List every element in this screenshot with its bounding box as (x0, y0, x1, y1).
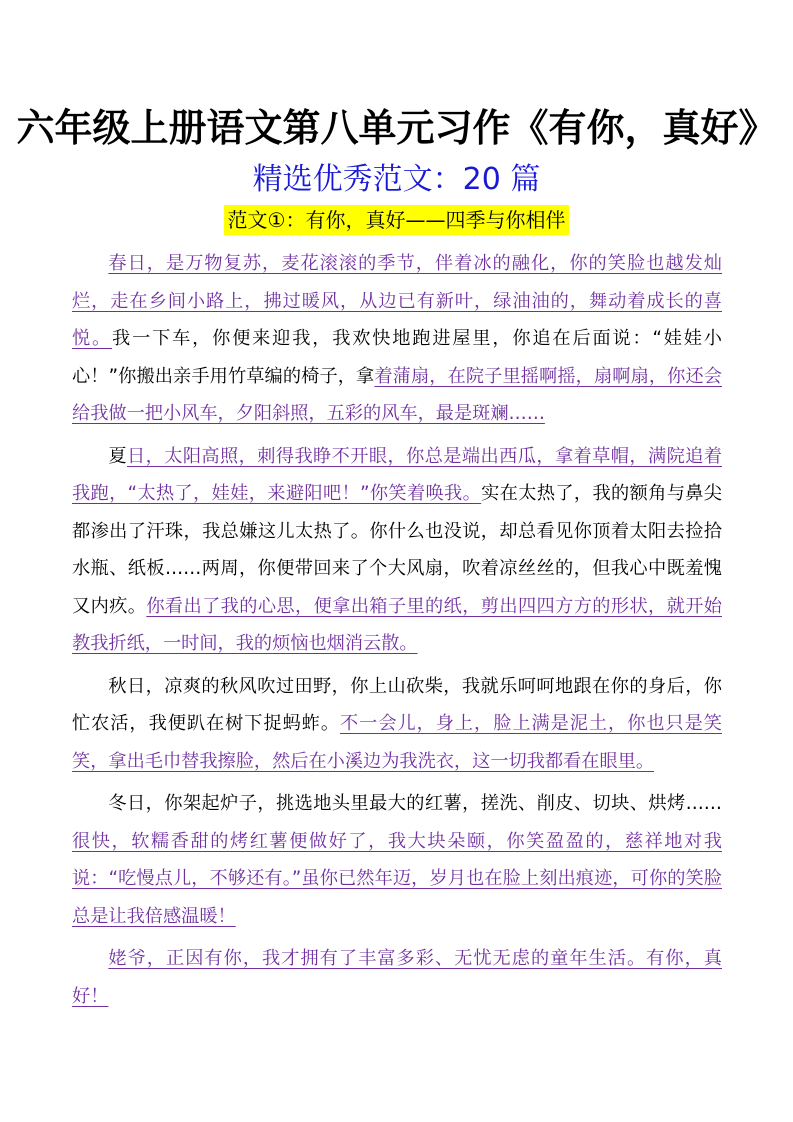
paragraph-text: 实在太热了，我的额角与鼻尖都渗出了汗珠，我总嫌这儿太热了。你什么也没说，却总看见你顶着太阳去捡拾水瓶、纸板……两周，你便带回来了个大风扇，吹着凉丝丝的，但我心中既羞愧又内疚。 (72, 483, 722, 617)
highlighted-text: 姥爷，正因有你，我才拥有了丰富多彩、无忧无虑的童年生活。有你，真好！ (72, 948, 722, 1007)
highlighted-text: 你看出了我的心思，便拿出箱子里的纸，剪出四四方方的形状，就开始教我折纸，一时间，我的烦恼也烟消云散。 (72, 595, 722, 654)
paragraph-text: 冬日，你架起炉子，挑选地头里最大的红薯，搓洗、削皮、切块、烘烤…… (108, 793, 722, 814)
page-subtitle: 精选优秀范文：20 篇 (252, 162, 541, 197)
essay-paragraph (72, 785, 722, 935)
page-title: 六年级上册语文第八单元习作《有你，真好》 (16, 105, 777, 150)
paragraph-text: 夏 (108, 445, 127, 467)
highlighted-text: 很快，软糯香甜的烤红薯便做好了，我大块朵颐，你笑盈盈的，慈祥地对我说：“吃慢点儿，不够还有。”虽你已然年迈，岁月也在脸上刻出痕迹，可你的笑脸总是让我倍感温暖！ (72, 830, 722, 927)
highlighted-text: 着蒲扇，在院子里摇啊摇，扇啊扇，你还会给我做一把小风车，夕阳斜照，五彩的风车，最是斑斓…… (72, 365, 722, 424)
highlighted-text: 日，太阳高照，刺得我睁不开眼，你总是端出西瓜，拿着草帽，满院追着我跑，“太热了，娃娃，来避阳吧！”你笑着唤我。 (72, 445, 722, 504)
essay-paragraph (72, 245, 722, 433)
highlighted-text: 不一会儿，身上，脸上满是泥土，你也只是笑笑，拿出毛巾替我擦脸，然后在小溪边为我洗衣，这一切我都看在眼里。 (72, 713, 722, 772)
paragraph-text: 秋日，凉爽的秋风吹过田野，你上山砍柴，我就乐呵呵地跟在你的身后，你忙农活，我便趴在树下捉蚂蚱。 (72, 675, 722, 734)
highlighted-text: 春日，是万物复苏，麦花滚滚的季节，伴着冰的融化，你的笑脸也越发灿烂，走在乡间小路上，拂过暖风，从边已有新叶，绿油油的，舞动着成长的喜悦。 (72, 253, 722, 349)
essay-paragraph (72, 940, 722, 1015)
essay-paragraph (72, 438, 722, 663)
essay-heading-wrap (0, 205, 793, 235)
essay-paragraph (72, 668, 722, 781)
essay-body (72, 245, 722, 1020)
essay-heading: 范文①：有你，真好——四季与你相伴 (224, 205, 570, 235)
paragraph-text: 我一下车，你便来迎我，我欢快地跑进屋里，你追在后面说：“娃娃小心！”你搬出亲手用竹草编的椅子，拿 (72, 328, 722, 387)
